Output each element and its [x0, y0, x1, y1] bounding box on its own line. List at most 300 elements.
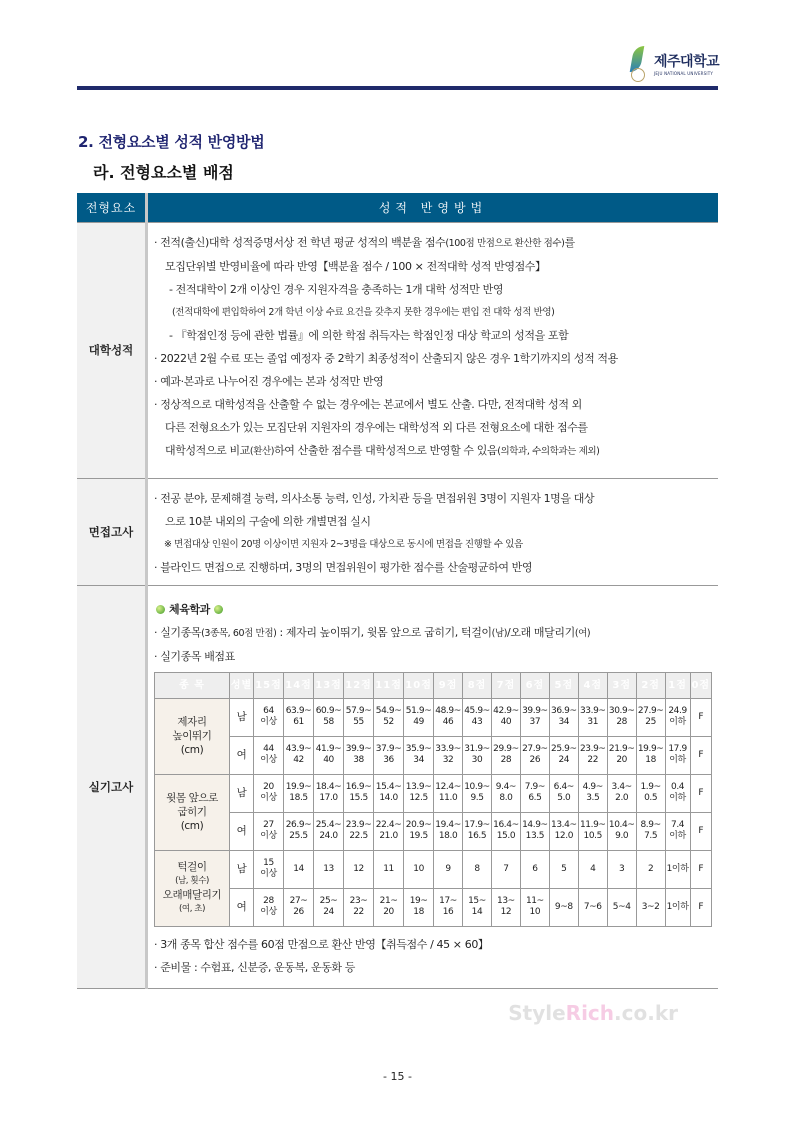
score-value: 27 — [263, 820, 274, 830]
score-value: 6.4~ — [553, 782, 574, 792]
score-header-cell: 0점 — [690, 672, 711, 698]
score-cell — [463, 774, 492, 812]
bullet-ball-icon — [156, 605, 165, 614]
score-value: 13~ — [497, 896, 515, 906]
score-value: 2 — [647, 863, 654, 874]
score-value: 8.9~ — [640, 820, 661, 830]
score-value: 14.9~ — [522, 820, 548, 830]
score-cell — [374, 812, 404, 850]
score-value: 9~8 — [554, 901, 573, 912]
score-value: 46 — [442, 717, 454, 727]
score-value: 9.5 — [470, 793, 484, 803]
text-line: - 전적대학이 2개 이상인 경우 지원자격을 충족하는 1개 대학 성적만 반영 — [169, 282, 504, 296]
score-cell — [520, 888, 549, 926]
score-cell — [520, 812, 549, 850]
score-value: 14.0 — [379, 793, 398, 803]
score-value: 15 — [263, 858, 274, 868]
score-value: 3.5 — [586, 793, 600, 803]
header-element: 전형요소 — [77, 193, 147, 222]
score-value: 64 — [263, 706, 274, 716]
score-value: 18 — [413, 907, 424, 917]
score-value: 23.9~ — [345, 820, 372, 830]
page-body — [77, 193, 718, 1083]
score-value: 30 — [471, 755, 483, 765]
score-value: 60.9~ — [315, 706, 342, 716]
score-value: 11~ — [525, 896, 544, 906]
score-value: 3~2 — [641, 901, 660, 912]
score-cell — [284, 850, 314, 888]
score-value: 9.0 — [615, 831, 629, 841]
score-value: 18 — [645, 755, 656, 765]
score-row — [155, 888, 712, 926]
score-cell — [344, 850, 374, 888]
score-cell — [690, 850, 711, 888]
score-value: 34 — [413, 755, 424, 765]
score-cell — [314, 698, 344, 736]
score-cell — [434, 736, 463, 774]
score-cell — [578, 698, 607, 736]
score-value: 0.4 — [671, 782, 685, 792]
row-university-grades — [77, 222, 718, 478]
score-value: 22 — [353, 907, 364, 917]
score-value: F — [698, 711, 704, 722]
score-cell — [607, 888, 636, 926]
score-value: 54.9~ — [375, 706, 402, 716]
score-value: 4.9~ — [582, 782, 603, 792]
score-value: 36.9~ — [551, 706, 577, 716]
score-cell — [463, 888, 492, 926]
score-value: 5~4 — [612, 901, 631, 912]
score-cell — [690, 812, 711, 850]
score-value: 11.9~ — [579, 820, 606, 830]
score-header-cell: 2점 — [636, 672, 665, 698]
score-cell — [491, 698, 520, 736]
text-line: · 3개 종목 합산 점수를 60점 만점으로 환산 반영【취득점수 / 45 × 60】 — [154, 937, 489, 951]
score-cell — [284, 698, 314, 736]
score-value: 15.4~ — [375, 782, 402, 792]
score-row — [155, 812, 712, 850]
score-value: 19~ — [409, 896, 428, 906]
gender-cell: 남 — [230, 774, 254, 812]
score-value: 12.0 — [554, 831, 574, 841]
score-value: 24 — [323, 907, 334, 917]
score-header-cell: 5점 — [549, 672, 578, 698]
score-value: 10.9~ — [464, 782, 490, 792]
score-value: 31 — [587, 717, 599, 727]
score-cell — [549, 698, 578, 736]
score-cell — [463, 698, 492, 736]
score-value: 28 — [263, 896, 274, 906]
score-cell — [578, 888, 607, 926]
score-cell — [665, 736, 690, 774]
score-value: 57.9~ — [345, 706, 372, 716]
score-value: 45.9~ — [464, 706, 490, 716]
score-cell — [434, 850, 463, 888]
score-value: 25.9~ — [551, 744, 577, 754]
score-value: 39.9~ — [522, 706, 548, 716]
department-heading: 체육학과 — [152, 598, 712, 621]
bullet-ball-icon — [214, 605, 223, 614]
score-header-cell: 7점 — [491, 672, 520, 698]
event-name-line: 높이뛰기 — [172, 730, 212, 742]
score-cell — [636, 774, 665, 812]
text-line: 대학성적으로 비교(환산)하여 산출한 점수를 대학성적으로 반영할 수 있음(의학과, 수의학과는 제외) — [165, 443, 600, 457]
score-cell — [665, 698, 690, 736]
score-value: 28 — [616, 717, 628, 727]
score-value: 25 — [645, 717, 656, 727]
score-header-cell: 성별 — [230, 672, 254, 698]
score-cell — [690, 888, 711, 926]
score-value: 7 — [503, 863, 509, 874]
score-cell — [404, 850, 434, 888]
score-cell — [254, 812, 284, 850]
event-name-line: 오래매달리기 — [162, 889, 222, 901]
score-value: 15~ — [468, 896, 486, 906]
score-value: 5 — [561, 863, 567, 874]
score-value: 13.5 — [525, 831, 545, 841]
score-cell — [549, 736, 578, 774]
score-value: F — [698, 749, 704, 760]
score-value: 20.9~ — [405, 820, 432, 830]
score-value: 61 — [293, 717, 304, 727]
event-name-line: 굽히기 — [177, 806, 207, 818]
score-cell — [520, 774, 549, 812]
score-cell — [690, 774, 711, 812]
score-value: 11.0 — [438, 793, 458, 803]
event-name-line: (cm) — [180, 744, 204, 756]
score-cell — [607, 812, 636, 850]
score-cell — [404, 888, 434, 926]
text-line: · 2022년 2월 수료 또는 졸업 예정자 중 2학기 최종성적이 산출되지 않은 경우 1학기까지의 성적 적용 — [154, 351, 618, 365]
score-value: 4 — [590, 863, 596, 874]
score-value: 21~ — [379, 896, 398, 906]
score-cell — [578, 774, 607, 812]
row-interview — [77, 478, 718, 585]
score-value: 39.9~ — [345, 744, 372, 754]
text-line: · 준비물 : 수험표, 신분증, 운동복, 운동화 등 — [154, 960, 355, 974]
gender-cell: 남 — [230, 698, 254, 736]
score-value: 이상 — [260, 907, 277, 917]
score-cell — [344, 888, 374, 926]
score-cell — [344, 812, 374, 850]
score-value: 10.4~ — [608, 820, 635, 830]
logo-english: JEJU NATIONAL UNIVERSITY — [654, 70, 714, 76]
score-value: 12.4~ — [435, 782, 461, 792]
score-value: 15.5 — [349, 793, 368, 803]
score-cell — [549, 850, 578, 888]
score-value: 14 — [293, 863, 304, 874]
score-value: 37.9~ — [375, 744, 402, 754]
score-value: 16 — [442, 907, 454, 917]
event-name — [155, 698, 230, 774]
score-value: 이상 — [260, 793, 277, 803]
score-cell — [491, 736, 520, 774]
score-value: 2.0 — [615, 793, 629, 803]
score-value: 24.9 — [668, 706, 687, 716]
logo-emblem-icon — [628, 46, 650, 80]
header-rule — [77, 86, 718, 90]
score-cell — [404, 774, 434, 812]
score-cell — [636, 812, 665, 850]
score-cell — [434, 698, 463, 736]
score-value: 1.9~ — [640, 782, 661, 792]
score-row — [155, 736, 712, 774]
score-row — [155, 850, 712, 888]
score-cell — [607, 774, 636, 812]
score-value: 18.5 — [289, 793, 308, 803]
score-cell — [284, 774, 314, 812]
score-cell — [344, 698, 374, 736]
gender-cell: 남 — [230, 850, 254, 888]
score-value: 21.9~ — [608, 744, 635, 754]
score-cell — [491, 850, 520, 888]
score-value: 25~ — [319, 896, 338, 906]
score-value: 17~ — [439, 896, 457, 906]
score-value: 38 — [353, 755, 364, 765]
score-cell — [254, 850, 284, 888]
text-line: · 전적(출신)대학 성적증명서상 전 학년 평균 성적의 백분율 점수(100점 만점으로 환산한 점수)를 — [154, 235, 575, 249]
score-cell — [404, 736, 434, 774]
text-line: · 전공 분야, 문제해결 능력, 의사소통 능력, 인성, 가치관 등을 면접위원 3명이 지원자 1명을 대상 — [154, 491, 595, 505]
row-label: 대학성적 — [77, 222, 147, 478]
score-header-cell: 9점 — [434, 672, 463, 698]
event-name — [155, 774, 230, 850]
score-row — [155, 774, 712, 812]
score-value: 9 — [445, 863, 451, 874]
score-value: 13.4~ — [551, 820, 577, 830]
score-header-cell: 12점 — [344, 672, 374, 698]
score-value: 이상 — [260, 717, 277, 727]
text-line: (전적대학에 편입학하여 2개 학년 이상 수료 요건을 갖추지 못한 경우에는 편입 전 대학 성적 반영) — [172, 306, 555, 318]
watermark: StyleRich.co.kr — [508, 1000, 678, 1025]
score-value: 19.4~ — [435, 820, 461, 830]
score-cell — [374, 850, 404, 888]
score-value: 5.0 — [557, 793, 571, 803]
score-value: 8.0 — [499, 793, 513, 803]
header-method: 성적 반영방법 — [147, 193, 719, 222]
score-cell — [254, 736, 284, 774]
score-value: F — [698, 787, 704, 798]
score-value: 58 — [323, 717, 334, 727]
score-value: 이하 — [669, 755, 686, 765]
score-value: 52 — [383, 717, 394, 727]
score-value: 16.9~ — [345, 782, 372, 792]
score-header-row — [155, 672, 712, 698]
score-value: 17.9~ — [464, 820, 490, 830]
score-cell — [636, 736, 665, 774]
score-value: 6 — [532, 863, 538, 874]
score-header-cell: 14점 — [284, 672, 314, 698]
score-cell — [636, 698, 665, 736]
row-practical — [77, 585, 718, 988]
score-value: 48.9~ — [435, 706, 461, 716]
score-value: 이하 — [669, 831, 686, 841]
row-label: 면접고사 — [77, 478, 147, 585]
university-logo — [628, 46, 719, 80]
score-value: 32 — [442, 755, 454, 765]
score-value: 이하 — [669, 793, 686, 803]
score-cell — [491, 888, 520, 926]
score-cell — [463, 812, 492, 850]
score-cell — [690, 698, 711, 736]
score-cell — [665, 888, 690, 926]
score-header-cell: 15점 — [254, 672, 284, 698]
score-value: 23~ — [349, 896, 368, 906]
score-value: 63.9~ — [285, 706, 312, 716]
score-cell — [344, 736, 374, 774]
score-value: 42 — [293, 755, 304, 765]
score-value: 28 — [500, 755, 512, 765]
evaluation-table — [77, 193, 718, 989]
score-value: F — [698, 863, 704, 874]
score-header-cell: 종 목 — [155, 672, 230, 698]
score-cell — [690, 736, 711, 774]
score-cell — [314, 888, 344, 926]
score-header-cell: 4점 — [578, 672, 607, 698]
event-name-line: (여, 초) — [178, 904, 206, 914]
score-value: 43.9~ — [285, 744, 312, 754]
score-value: 35.9~ — [405, 744, 432, 754]
score-header-cell: 10점 — [404, 672, 434, 698]
score-value: 40 — [500, 717, 512, 727]
score-value: 26 — [293, 907, 304, 917]
score-value: 19.5 — [409, 831, 428, 841]
page-number: - 15 - — [383, 1070, 412, 1083]
score-value: 이상 — [260, 755, 277, 765]
score-table — [154, 672, 712, 927]
score-value: 30.9~ — [608, 706, 635, 716]
score-value: 27~ — [289, 896, 308, 906]
score-value: F — [698, 901, 704, 912]
score-value: 0.5 — [644, 793, 658, 803]
score-value: 9.4~ — [495, 782, 517, 792]
score-value: 42.9~ — [493, 706, 519, 716]
score-value: 37 — [529, 717, 541, 727]
score-cell — [549, 812, 578, 850]
score-value: 14 — [471, 907, 483, 917]
score-cell — [520, 698, 549, 736]
score-cell — [284, 736, 314, 774]
score-value: 이상 — [260, 869, 277, 879]
score-value: 13 — [323, 863, 334, 874]
score-value: 7.4 — [671, 820, 685, 830]
score-value: 17.0 — [319, 793, 338, 803]
score-value: 10.5 — [583, 831, 602, 841]
score-value: 22 — [587, 755, 599, 765]
score-value: 18.0 — [438, 831, 458, 841]
score-cell — [491, 774, 520, 812]
event-name-line: 윗몸 앞으로 — [166, 792, 218, 804]
score-value: 20 — [263, 782, 274, 792]
score-value: 20 — [616, 755, 628, 765]
event-name-line: (남, 횟수) — [175, 876, 209, 886]
score-cell — [374, 774, 404, 812]
score-cell — [434, 774, 463, 812]
score-value: 20 — [383, 907, 394, 917]
score-value: 22.5 — [349, 831, 368, 841]
score-value: 12.5 — [409, 793, 428, 803]
score-header-cell: 1점 — [665, 672, 690, 698]
text-line: · 블라인드 면접으로 진행하며, 3명의 면접위원이 평가한 점수를 산술평균하여 반영 — [154, 560, 533, 574]
event-name-line: 제자리 — [177, 716, 207, 728]
text-line: 모집단위별 반영비율에 따라 반영【백분율 점수 / 100 × 전적대학 성적 반영점수】 — [165, 259, 546, 273]
score-value: 이상 — [260, 831, 277, 841]
score-value: 18.4~ — [315, 782, 342, 792]
score-cell — [374, 736, 404, 774]
score-cell — [607, 850, 636, 888]
score-header-cell: 8점 — [463, 672, 492, 698]
gender-cell: 여 — [230, 736, 254, 774]
score-value: 19.9~ — [285, 782, 312, 792]
score-value: 24 — [558, 755, 570, 765]
score-value: 26 — [529, 755, 541, 765]
score-cell — [665, 774, 690, 812]
text-line: · 실기종목(3종목, 60점 만점) : 제자리 높이뛰기, 윗몸 앞으로 굽히기, 턱걸이(남)/오래 매달리기(여) — [154, 625, 591, 639]
score-value: 36 — [383, 755, 394, 765]
score-cell — [491, 812, 520, 850]
score-value: 7~6 — [583, 901, 602, 912]
score-value: 13.9~ — [405, 782, 432, 792]
score-value: 49 — [413, 717, 424, 727]
score-cell — [607, 736, 636, 774]
score-cell — [607, 698, 636, 736]
score-value: 27.9~ — [522, 744, 548, 754]
score-value: 25.5 — [289, 831, 308, 841]
score-cell — [344, 774, 374, 812]
score-value: 3 — [619, 863, 625, 874]
gender-cell: 여 — [230, 888, 254, 926]
event-name-line: 턱걸이 — [177, 861, 207, 873]
score-value: 40 — [323, 755, 334, 765]
gender-cell: 여 — [230, 812, 254, 850]
score-value: 27.9~ — [637, 706, 664, 716]
score-value: F — [698, 825, 704, 836]
score-value: 15.0 — [496, 831, 516, 841]
score-cell — [578, 812, 607, 850]
score-value: 10 — [529, 907, 541, 917]
score-header-cell: 6점 — [520, 672, 549, 698]
score-value: 이하 — [669, 717, 686, 727]
score-cell — [374, 888, 404, 926]
score-cell — [463, 850, 492, 888]
score-cell — [549, 888, 578, 926]
event-name-line: (cm) — [180, 820, 204, 832]
score-cell — [665, 850, 690, 888]
score-row — [155, 698, 712, 736]
score-value: 43 — [471, 717, 483, 727]
score-cell — [374, 698, 404, 736]
score-value: 24.0 — [319, 831, 338, 841]
score-cell — [284, 888, 314, 926]
score-cell — [578, 850, 607, 888]
score-value: 31.9~ — [464, 744, 490, 754]
event-name — [155, 850, 230, 926]
text-line: · 예과·본과로 나누어진 경우에는 본과 성적만 반영 — [154, 374, 384, 388]
score-value: 1이하 — [666, 901, 689, 912]
score-value: 55 — [353, 717, 364, 727]
score-cell — [434, 888, 463, 926]
score-cell — [665, 812, 690, 850]
score-value: 22.4~ — [375, 820, 402, 830]
score-cell — [314, 812, 344, 850]
score-value: 21.0 — [379, 831, 398, 841]
score-cell — [314, 774, 344, 812]
score-header-cell: 3점 — [607, 672, 636, 698]
section-title: 2. 전형요소별 성적 반영방법 — [78, 133, 265, 151]
score-value: 44 — [263, 744, 274, 754]
score-value: 1이하 — [666, 863, 689, 874]
score-header-cell: 13점 — [314, 672, 344, 698]
